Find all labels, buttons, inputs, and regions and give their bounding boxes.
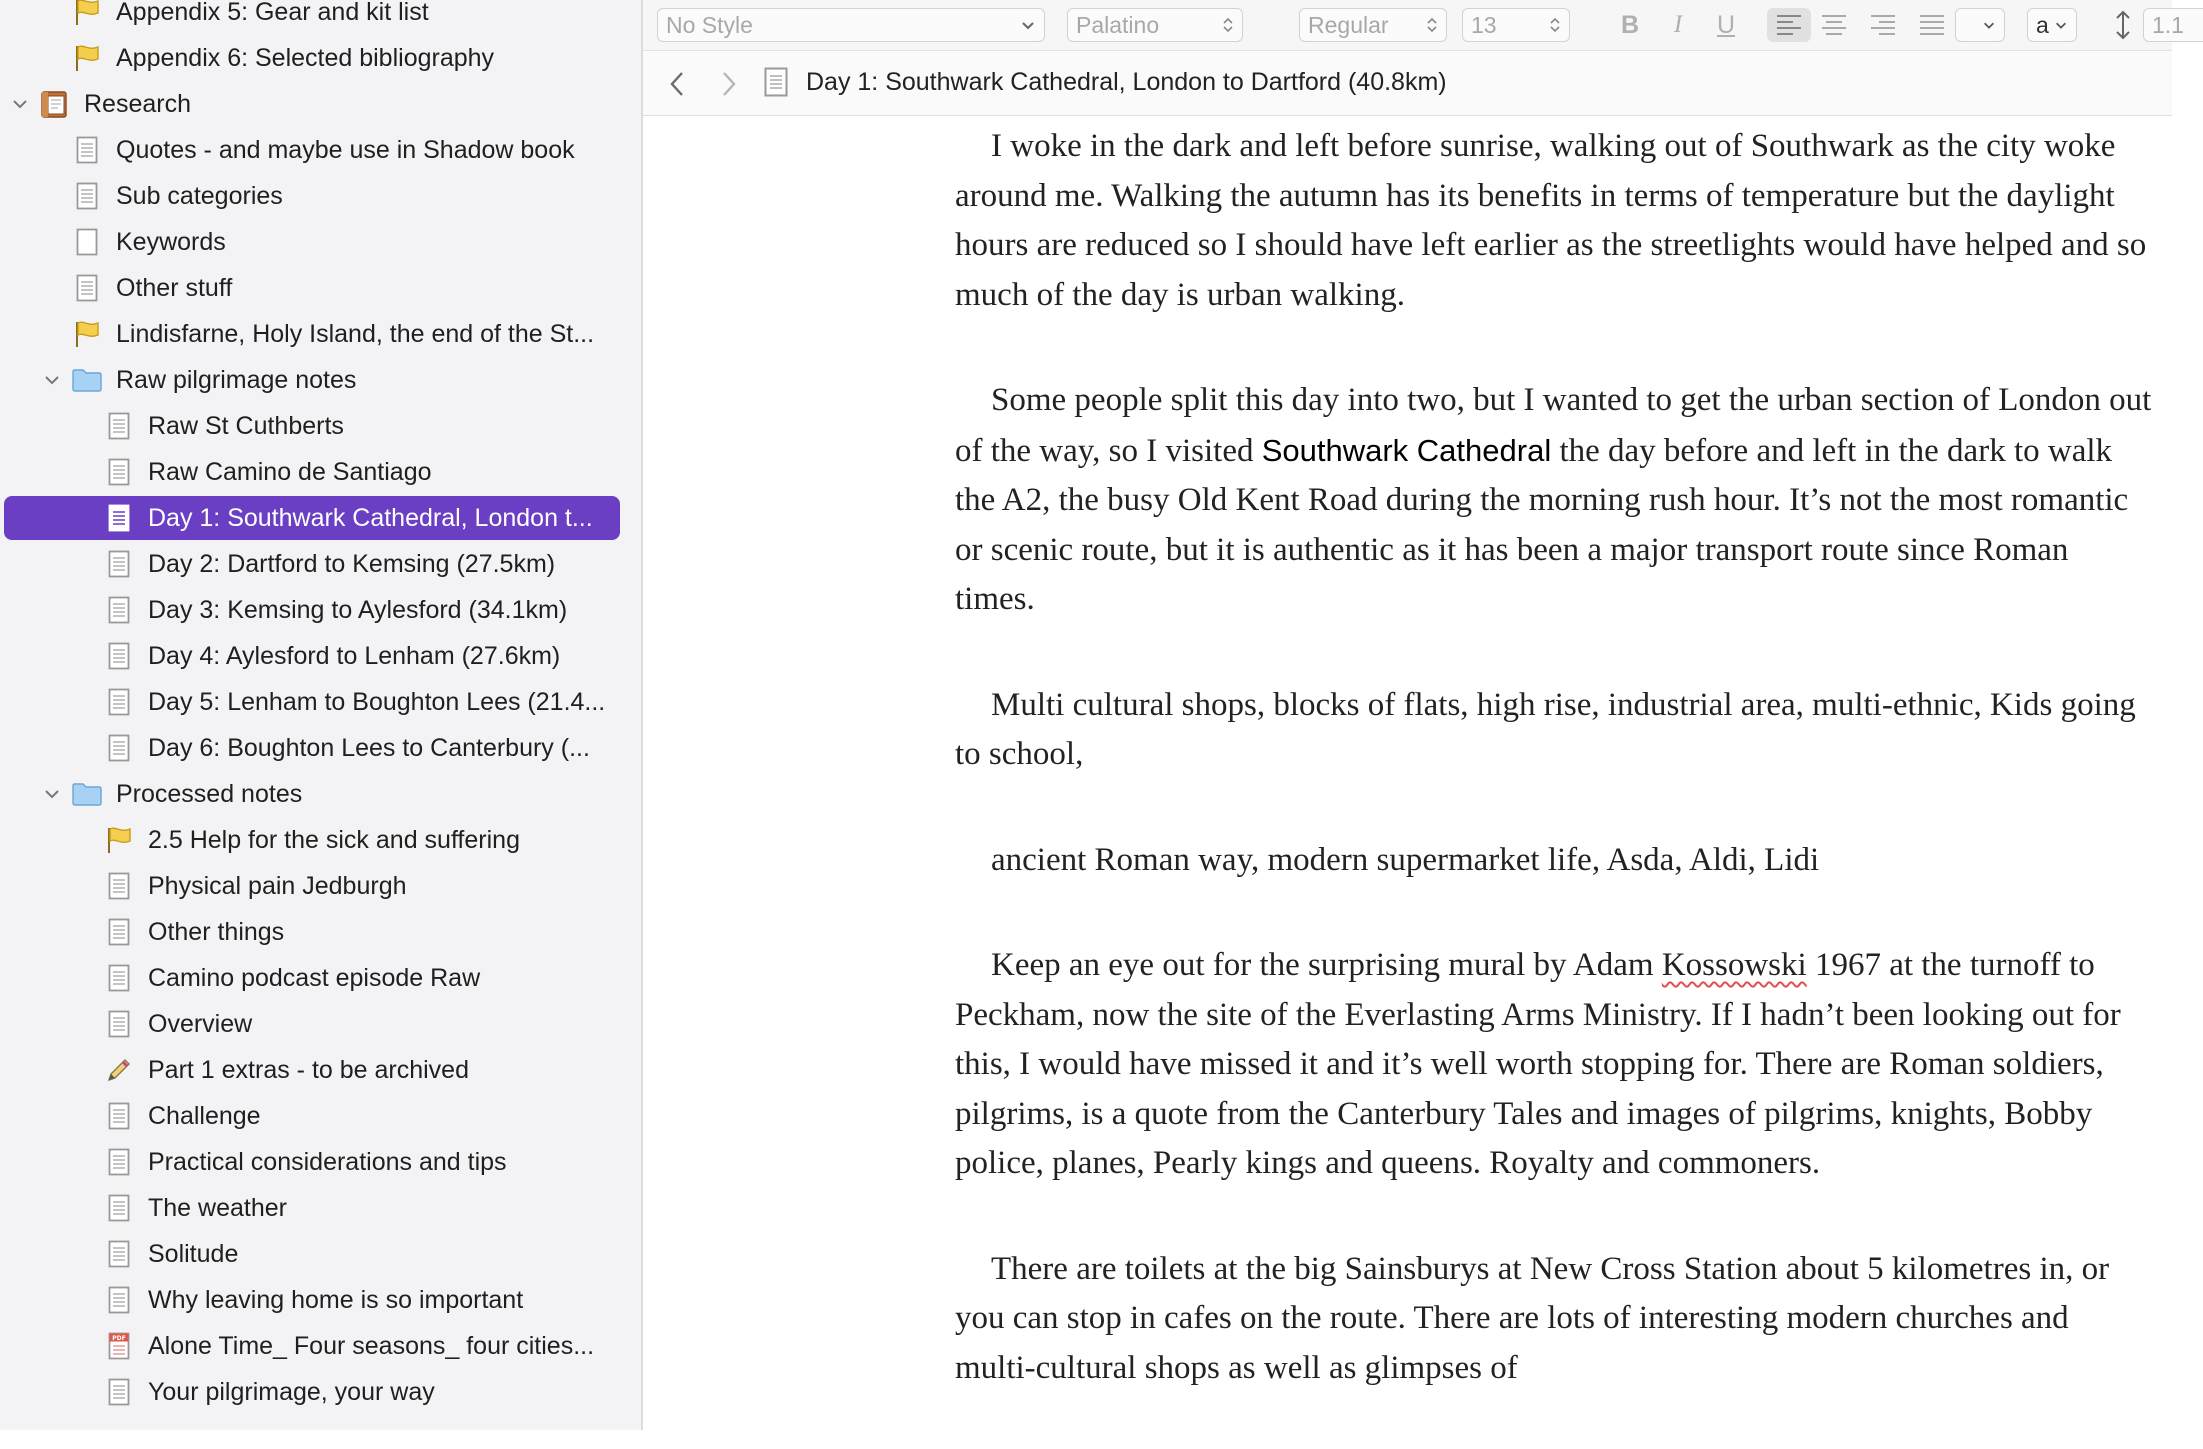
document-icon [104,917,134,947]
paragraph: I woke in the dark and left before sunrise, walking out of Southwark as the city woke around me. Walking the autumn has its benefits in terms of temperature but the daylight hours are reduced so I should have left earlier as the streetlights would have helped and so much of the day is urban walking. [955,128,2147,313]
line-spacing-field[interactable] [2143,8,2203,42]
binder-item-label: The weather [148,1193,287,1222]
binder-item[interactable] [72,128,620,172]
binder-item[interactable] [104,1002,620,1046]
stepper-arrows-icon [1426,9,1438,41]
binder-item[interactable] [104,1370,620,1414]
align-right-icon [1869,13,1897,37]
document-icon [104,549,134,579]
binder-item-label: Raw St Cuthberts [148,411,344,440]
binder-item-label: Day 2: Dartford to Kemsing (27.5km) [148,549,556,578]
document-icon [104,1009,134,1039]
binder-item[interactable] [72,312,620,356]
document-icon [104,595,134,625]
research-folder-icon [40,89,70,119]
bold-button[interactable]: B [1620,10,1640,39]
binder-item-label: Appendix 5: Gear and kit list [116,0,429,26]
underline-button[interactable]: U [1716,10,1736,39]
blank-document-icon [72,227,102,257]
document-editor[interactable] [955,122,2155,1449]
font-family-value: Palatino [1076,11,1160,38]
flag-icon [72,43,102,73]
binder-item[interactable] [104,680,620,724]
linked-term: Southwark Cathedral [1261,432,1552,468]
binder-item-label: Processed notes [116,779,303,808]
binder-item-label: Overview [148,1009,253,1038]
binder-item-label: Quotes - and maybe use in Shadow book [116,135,575,164]
binder-item-label: Research [84,89,191,118]
pdf-icon [104,1331,134,1361]
document-icon [104,871,134,901]
binder-item-label: Challenge [148,1101,261,1130]
document-icon [104,1377,134,1407]
align-left-button[interactable] [1767,8,1811,42]
binder-item-label: Sub categories [116,181,283,210]
binder-item-label: Lindisfarne, Holy Island, the end of the St... [116,319,595,348]
binder-item-label: Day 6: Boughton Lees to Canterbury (... [148,733,590,762]
binder-item-label: Day 1: Southwark Cathedral, London t... [148,503,593,532]
align-center-button[interactable] [1814,8,1854,42]
style-select[interactable] [657,8,1045,42]
document-icon [104,733,134,763]
document-icon [104,963,134,993]
binder-item-label: Solitude [148,1239,239,1268]
binder-sidebar [0,0,643,1430]
flag-icon [72,0,102,27]
document-icon [104,503,134,533]
folder-icon [72,779,102,809]
paragraph: Keep an eye out for the surprising mural by Adam Kossowski 1967 at the turnoff to Peckham, now the site of the Everlasting Arms Ministry. If I hadn’t been looking out for this, I would have missed it and it’s well worth stopping for. There are Roman soldiers, pilgrims, is a quote from the Canterbury Tales and images of pilgrims, knights, Bobby police, planes, Pearly kings and queens. Royalty and commoners. [955,947,2121,1181]
binder-item-label: Alone Time_ Four seasons_ four cities... [148,1331,595,1360]
binder-item[interactable] [104,450,620,494]
binder-item-label: Day 3: Kemsing to Aylesford (34.1km) [148,595,568,624]
align-right-button[interactable] [1863,8,1903,42]
document-icon [72,135,102,165]
misspelled-word: Kossowski [1661,947,1807,983]
font-size-select[interactable] [1462,8,1570,42]
folder-icon [72,365,102,395]
chevron-down-icon [2054,9,2068,41]
back-arrow-icon[interactable] [669,71,685,102]
binder-item[interactable] [104,1048,620,1092]
binder-item[interactable] [104,956,620,1000]
svg-text:PDF: PDF [112,1335,126,1342]
line-spacing-icon [2112,10,2134,40]
chevron-down-icon [1020,9,1036,41]
forward-arrow-icon[interactable] [721,71,737,102]
binder-item[interactable] [104,1324,620,1368]
align-left-icon [1775,13,1803,37]
document-icon [104,1239,134,1269]
binder-item[interactable] [104,864,620,908]
line-spacing-button[interactable] [2103,8,2143,42]
binder-item-label: Day 4: Aylesford to Lenham (27.6km) [148,641,561,670]
document-icon [104,457,134,487]
document-icon [764,67,788,102]
align-center-icon [1820,13,1848,37]
binder-item-label: Camino podcast episode Raw [148,963,481,992]
binder-item[interactable] [104,588,620,632]
binder-item[interactable] [72,358,620,402]
binder-item[interactable] [72,266,620,310]
binder-item-label: 2.5 Help for the sick and suffering [148,825,520,854]
binder-item[interactable] [72,220,620,264]
document-icon [104,411,134,441]
paragraph: Multi cultural shops, blocks of flats, high rise, industrial area, multi-ethnic, Kids going to school, [955,686,2136,772]
format-bar [643,0,2184,51]
stepper-arrows-icon [1549,9,1561,41]
binder-item[interactable] [104,634,620,678]
binder-item[interactable] [4,496,620,540]
binder-item-label: Raw Camino de Santiago [148,457,432,486]
disclosure-triangle-icon[interactable] [42,370,62,390]
disclosure-triangle-icon[interactable] [10,94,30,114]
font-weight-select[interactable] [1299,8,1447,42]
binder-item[interactable] [72,772,620,816]
disclosure-triangle-icon[interactable] [42,784,62,804]
binder-item[interactable] [72,36,620,80]
italic-button[interactable]: I [1673,11,1683,38]
binder-item[interactable] [40,82,620,126]
document-icon [72,181,102,211]
binder-item-label: Practical considerations and tips [148,1147,507,1176]
main-area [643,0,2184,1430]
document-icon [104,1285,134,1315]
binder-item[interactable] [104,1232,620,1276]
binder-item[interactable] [104,1140,620,1184]
binder-item[interactable] [104,404,620,448]
highlight-color-select[interactable] [1955,8,2005,42]
text-color-select[interactable] [2027,8,2077,42]
binder-item[interactable] [72,0,620,34]
font-size-value: 13 [1471,11,1497,38]
chevron-down-icon [1982,9,1996,41]
binder-item[interactable] [72,174,620,218]
text-color-value: a [2036,11,2049,38]
binder-item-label: Day 5: Lenham to Boughton Lees (21.4... [148,687,606,716]
binder-item[interactable] [104,818,620,862]
document-icon [104,1101,134,1131]
document-icon [104,687,134,717]
paragraph: There are toilets at the big Sainsburys at New Cross Station about 5 kilometres in, or you can stop in cafes on the route. There are lots of interesting modern churches and multi-cultural shops as well as glimpses of [955,1250,2110,1386]
line-spacing-value: 1.1 [2152,11,2184,38]
binder-item-label: Other stuff [116,273,233,302]
binder-item-label: Other things [148,917,285,946]
binder-item[interactable] [104,910,620,954]
pencil-icon [104,1055,134,1085]
binder-item-label: Physical pain Jedburgh [148,871,407,900]
binder-item-label: Why leaving home is so important [148,1285,524,1314]
style-select-value: No Style [666,11,753,38]
binder-item-label: Your pilgrimage, your way [148,1377,435,1406]
binder-item-label: Appendix 6: Selected bibliography [116,43,495,72]
align-justify-button[interactable] [1912,8,1952,42]
font-weight-value: Regular [1308,11,1389,38]
binder-item[interactable] [104,1278,620,1322]
font-family-select[interactable] [1067,8,1243,42]
binder-item[interactable] [104,1094,620,1138]
flag-icon [72,319,102,349]
stepper-arrows-icon [1222,9,1234,41]
binder-item[interactable] [104,1186,620,1230]
align-justify-icon [1918,13,1946,37]
flag-icon [104,825,134,855]
document-icon [104,641,134,671]
paragraph: Some people split this day into two, but I wanted to get the urban section of London out of the way, so I visited Southwark Cathedral the day before and left in the dark to walk the A2, the busy Old Kent Road during the morning rush hour. It’s not the most romantic or scenic route, but it is authentic as it has been a major transport route since Roman times. [955,382,2152,617]
binder-item-label: Part 1 extras - to be archived [148,1055,469,1084]
editor-header [643,51,2172,116]
paragraph: ancient Roman way, modern supermarket life, Asda, Aldi, Lidi [991,841,1820,878]
binder-item[interactable] [104,726,620,770]
document-icon [104,1147,134,1177]
binder-item-label: Raw pilgrimage notes [116,365,357,394]
binder-item[interactable] [104,542,620,586]
document-title: Day 1: Southwark Cathedral, London to Dartford (40.8km) [806,68,1447,96]
document-icon [72,273,102,303]
binder-item-label: Keywords [116,227,226,256]
document-icon [104,1193,134,1223]
